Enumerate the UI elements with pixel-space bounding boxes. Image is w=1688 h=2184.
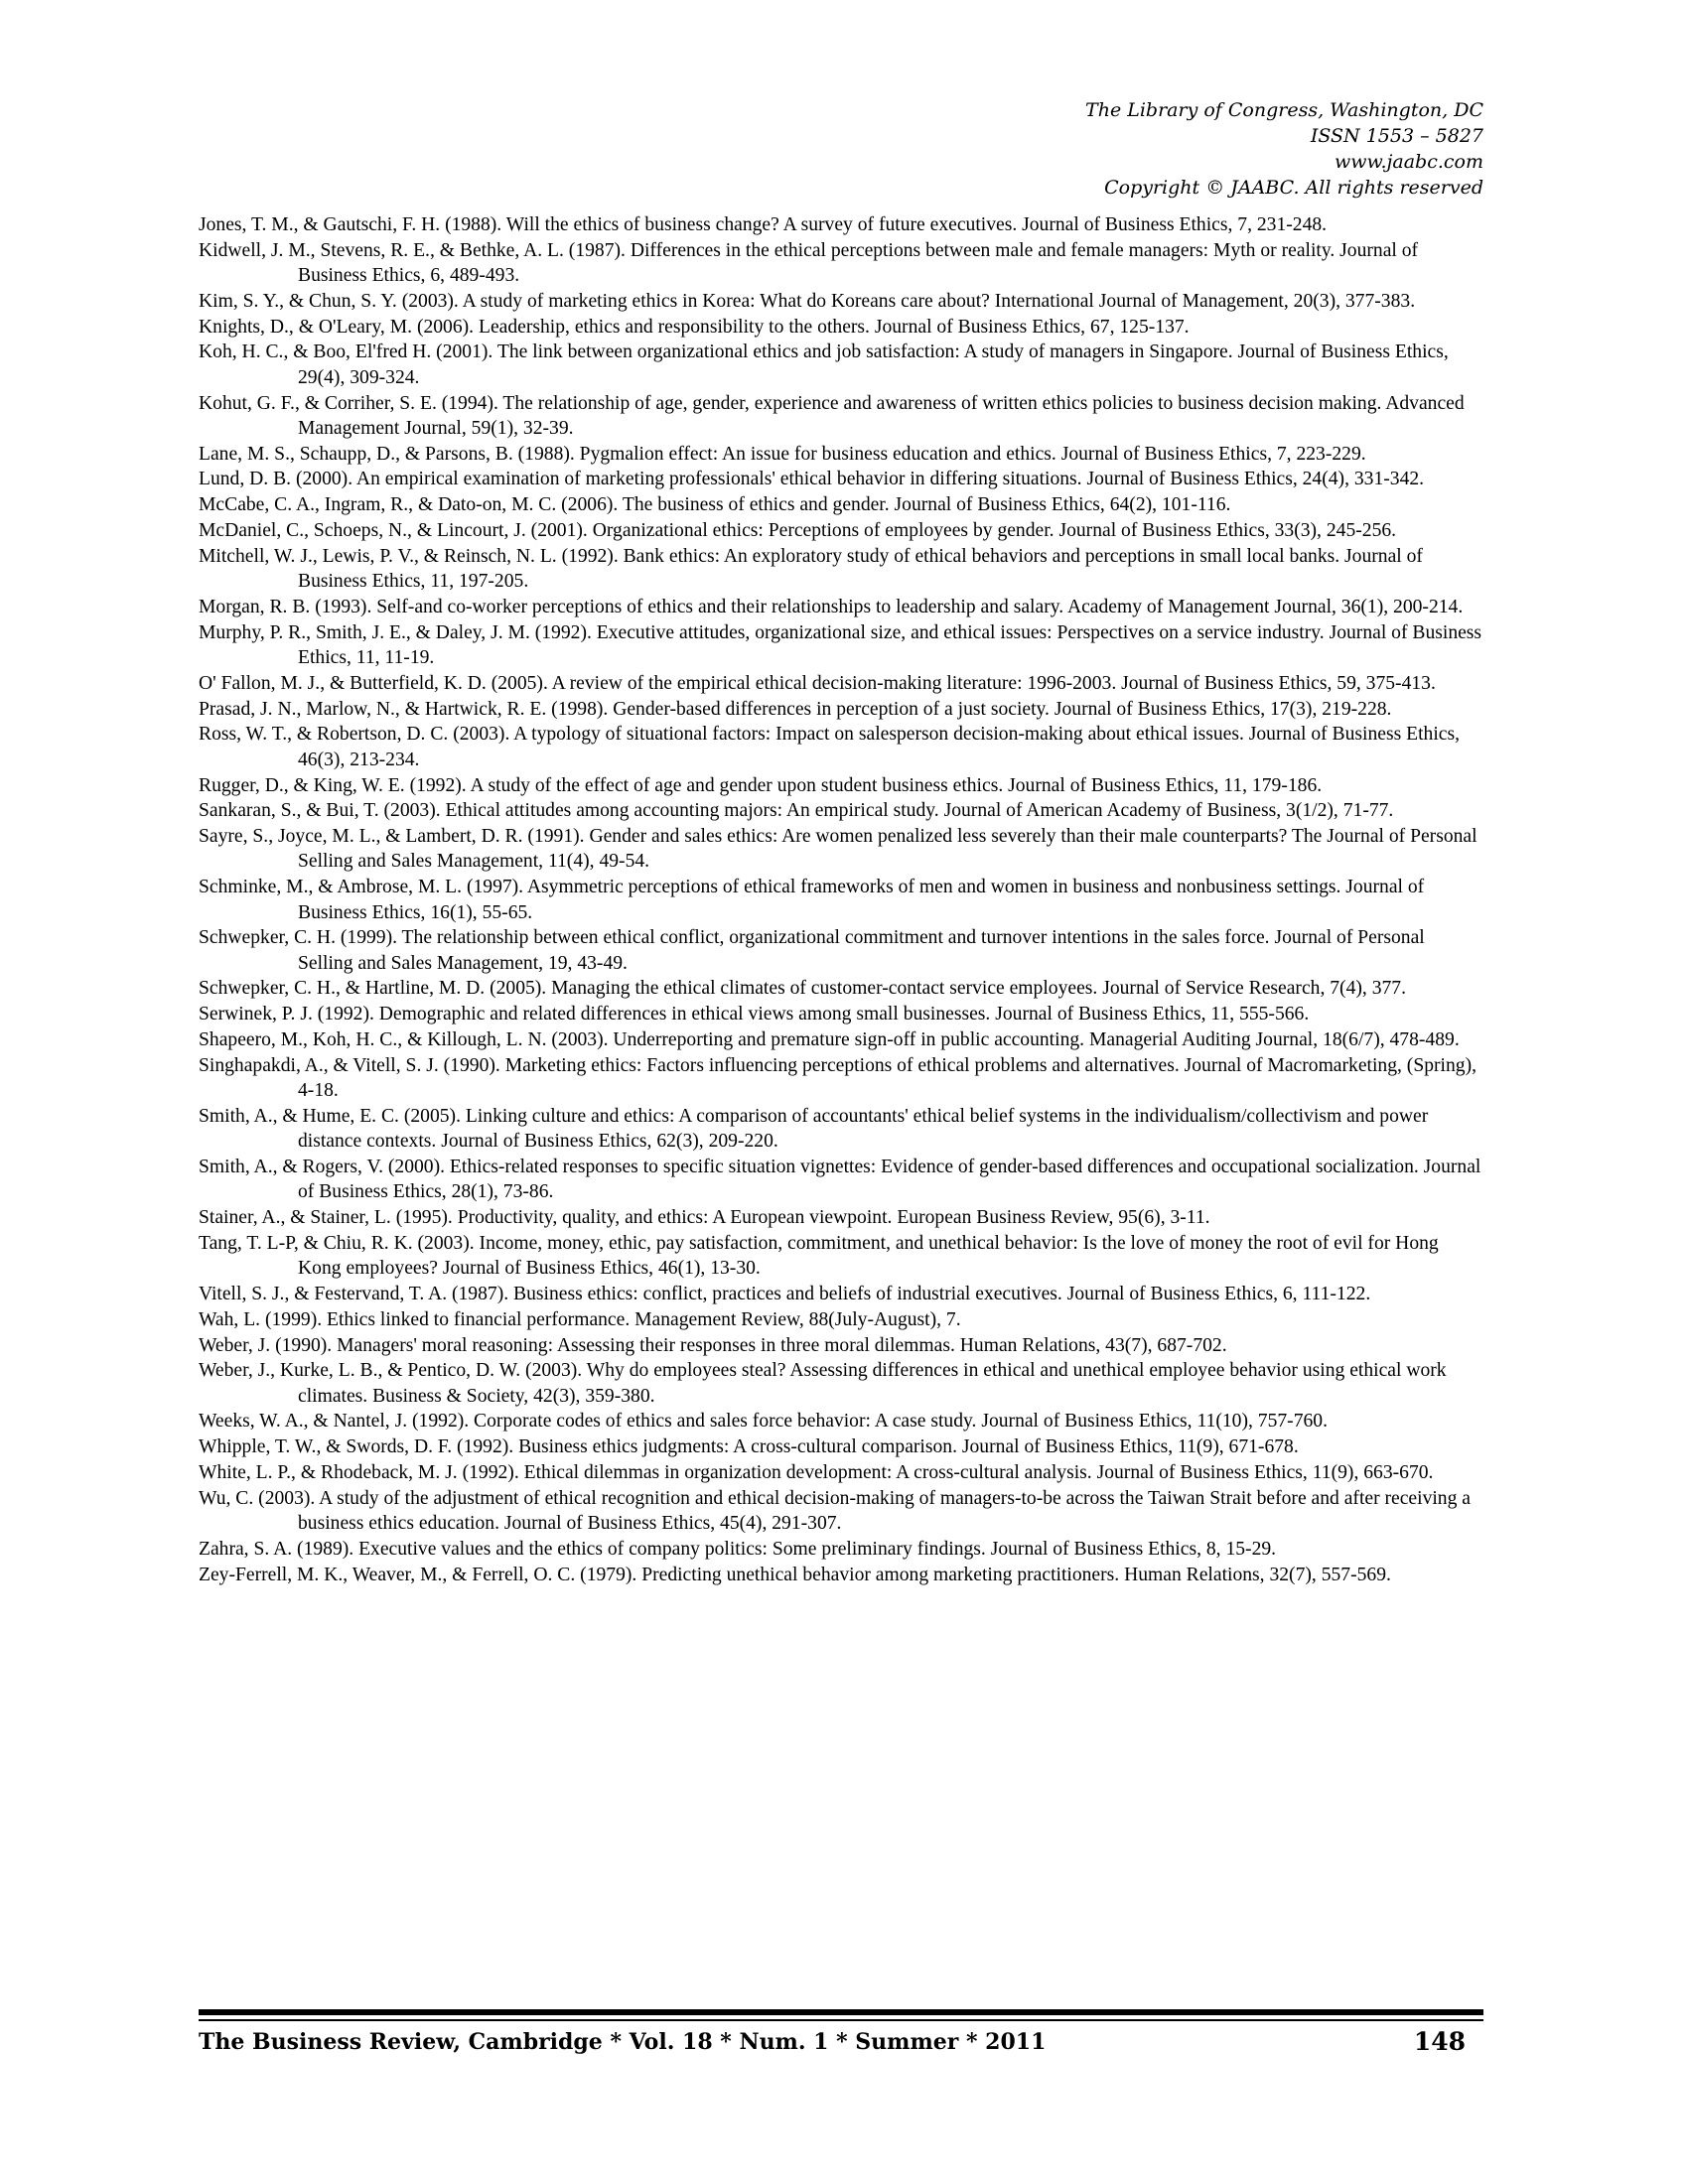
reference-entry: Wu, C. (2003). A study of the adjustment of ethical recognition and ethical decision-making of managers-to-be across the Taiwan Strait before and after receiving a business ethics education. Journal of Business Ethics, 45(4), 291-307.: [199, 1487, 1471, 1535]
page-number: 148: [1413, 2027, 1466, 2056]
reference-entry: McDaniel, C., Schoeps, N., & Lincourt, J. (2001). Organizational ethics: Perceptions of employees by gender. Journal of Business Ethics, 33(3), 245-256.: [199, 520, 1397, 542]
footer-rule-thick: [199, 2009, 1483, 2015]
footer-journal-info: The Business Review, Cambridge * Vol. 18 * Num. 1 * Summer * 2011: [199, 2029, 1047, 2055]
reference-entry: Shapeero, M., Koh, H. C., & Killough, L. N. (2003). Underreporting and premature sign-off in public accounting. Managerial Auditing Journal, 18(6/7), 478-489.: [199, 1029, 1460, 1050]
reference-entry: Lund, D. B. (2000). An empirical examination of marketing professionals' ethical behavior in differing situations. Journal of Business Ethics, 24(4), 331-342.: [199, 469, 1425, 490]
reference-entry: Morgan, R. B. (1993). Self-and co-worker perceptions of ethics and their relationships to leadership and salary. Academy of Management Journal, 36(1), 200-214.: [199, 596, 1464, 617]
reference-entry: Tang, T. L-P, & Chiu, R. K. (2003). Income, money, ethic, pay satisfaction, commitment, and unethical behavior: Is the love of money the root of evil for Hong Kong employees? Journal of Business Ethics, 46(1), 13-30.: [199, 1232, 1439, 1280]
reference-entry: Kidwell, J. M., Stevens, R. E., & Bethke, A. L. (1987). Differences in the ethical perceptions between male and female managers: Myth or reality. Journal of Business Ethics, 6, 489-493.: [199, 239, 1419, 287]
page-header: [788, 97, 1483, 201]
reference-entry: Weber, J. (1990). Managers' moral reasoning: Assessing their responses in three moral dilemmas. Human Relations, 43(7), 687-702.: [199, 1334, 1227, 1356]
reference-entry: Singhapakdi, A., & Vitell, S. J. (1990). Marketing ethics: Factors influencing perceptions of ethical problems and alternatives. Journal of Macromarketing, (Spring), 4-18.: [199, 1054, 1477, 1102]
reference-entry: Mitchell, W. J., Lewis, P. V., & Reinsch, N. L. (1992). Bank ethics: An exploratory study of ethical behaviors and perceptions in small local banks. Journal of Business Ethics, 11, 197-205.: [199, 545, 1423, 593]
reference-entry: Zahra, S. A. (1989). Executive values and the ethics of company politics: Some preliminary findings. Journal of Business Ethics, 8, 15-29.: [199, 1538, 1277, 1560]
reference-entry: Schwepker, C. H., & Hartline, M. D. (2005). Managing the ethical climates of customer-contact service employees. Journal of Service Research, 7(4), 377.: [199, 978, 1406, 1000]
reference-entry: Stainer, A., & Stainer, L. (1995). Productivity, quality, and ethics: A European viewpoint. European Business Review, 95(6), 3-11.: [199, 1207, 1210, 1229]
reference-entry: Ross, W. T., & Robertson, D. C. (2003). A typology of situational factors: Impact on salesperson decision-making about ethical issues. Journal of Business Ethics, 46(3), 213-234.: [199, 724, 1460, 770]
header-line-issn: ISSN 1553 – 5827: [1310, 125, 1483, 147]
reference-entry: O' Fallon, M. J., & Butterfield, K. D. (2005). A review of the empirical ethical decision-making literature: 1996-2003. Journal of Business Ethics, 59, 375-413.: [199, 672, 1436, 694]
header-line-copyright: Copyright © JAABC. All rights reserved: [1104, 177, 1483, 199]
reference-entry: Weeks, W. A., & Nantel, J. (1992). Corporate codes of ethics and sales force behavior: A case study. Journal of Business Ethics, 11(10), 757-760.: [199, 1411, 1328, 1433]
reference-list: [199, 212, 1483, 1588]
reference-entry: Sankaran, S., & Bui, T. (2003). Ethical attitudes among accounting majors: An empirical study. Journal of American Academy of Business, 3(1/2), 71-77.: [199, 800, 1394, 822]
reference-entry: Kim, S. Y., & Chun, S. Y. (2003). A study of marketing ethics in Korea: What do Koreans care about? International Journal of Management, 20(3), 377-383.: [199, 290, 1416, 312]
footer-rule-thin: [199, 2019, 1483, 2021]
reference-entry: Schminke, M., & Ambrose, M. L. (1997). Asymmetric perceptions of ethical frameworks of men and women in business and nonbusiness settings. Journal of Business Ethics, 16(1), 55-65.: [199, 877, 1425, 923]
header-line-website: www.jaabc.com: [1334, 151, 1483, 173]
reference-entry: Kohut, G. F., & Corriher, S. E. (1994). The relationship of age, gender, experience and awareness of written ethics policies to business decision making. Advanced Management Journal, 59(1), 32-39.: [199, 392, 1465, 439]
reference-entry: White, L. P., & Rhodeback, M. J. (1992). Ethical dilemmas in organization development: A cross-cultural analysis. Journal of Business Ethics, 11(9), 663-670.: [199, 1462, 1434, 1484]
reference-entry: Whipple, T. W., & Swords, D. F. (1992). Business ethics judgments: A cross-cultural comparison. Journal of Business Ethics, 11(9), 671-678.: [199, 1436, 1299, 1458]
reference-entry: Lane, M. S., Schaupp, D., & Parsons, B. (1988). Pygmalion effect: An issue for business education and ethics. Journal of Business Ethics, 7, 223-229.: [199, 443, 1366, 465]
reference-entry: Zey-Ferrell, M. K., Weaver, M., & Ferrell, O. C. (1979). Predicting unethical behavior among marketing practitioners. Human Relations, 32(7), 557-569.: [199, 1564, 1391, 1585]
reference-entry: Smith, A., & Rogers, V. (2000). Ethics-related responses to specific situation vignettes: Evidence of gender-based differences and occupational socialization. Journal of Business Ethics, 28(1), 73-86.: [199, 1156, 1481, 1203]
reference-entry: Murphy, P. R., Smith, J. E., & Daley, J. M. (1992). Executive attitudes, organizational size, and ethical issues: Perspectives on a service industry. Journal of Business Ethics, 11, 11-19.: [199, 621, 1482, 669]
reference-entry: Schwepker, C. H. (1999). The relationship between ethical conflict, organizational commitment and turnover intentions in the sales force. Journal of Personal Selling and Sales Management, 19, 43-49.: [199, 927, 1425, 974]
reference-entry: Weber, J., Kurke, L. B., & Pentico, D. W. (2003). Why do employees steal? Assessing differences in ethical and unethical employee behavior using ethical work climates. Business & Society, 42(3), 359-380.: [199, 1360, 1447, 1407]
reference-entry: Koh, H. C., & Boo, El'fred H. (2001). The link between organizational ethics and job satisfaction: A study of managers in Singapore. Journal of Business Ethics, 29(4), 309-324.: [199, 341, 1449, 388]
reference-entry: Smith, A., & Hume, E. C. (2005). Linking culture and ethics: A comparison of accountants' ethical belief systems in the individualism/collectivism and power distance contexts. Journal of Business Ethics, 62(3), 209-220.: [199, 1105, 1429, 1153]
reference-entry: Rugger, D., & King, W. E. (1992). A study of the effect of age and gender upon student business ethics. Journal of Business Ethics, 11, 179-186.: [199, 774, 1323, 796]
header-line-library: The Library of Congress, Washington, DC: [1085, 99, 1483, 121]
reference-entry: Prasad, J. N., Marlow, N., & Hartwick, R. E. (1998). Gender-based differences in perception of a just society. Journal of Business Ethics, 17(3), 219-228.: [199, 698, 1392, 720]
reference-entry: McCabe, C. A., Ingram, R., & Dato-on, M. C. (2006). The business of ethics and gender. Journal of Business Ethics, 64(2), 101-116.: [199, 494, 1231, 516]
reference-entry: Wah, L. (1999). Ethics linked to financial performance. Management Review, 88(July-August), 7.: [199, 1308, 961, 1330]
reference-entry: Serwinek, P. J. (1992). Demographic and related differences in ethical views among small businesses. Journal of Business Ethics, 11, 555-566.: [199, 1004, 1310, 1025]
reference-entry: Knights, D., & O'Leary, M. (2006). Leadership, ethics and responsibility to the others. Journal of Business Ethics, 67, 125-137.: [199, 316, 1190, 338]
reference-entry: Vitell, S. J., & Festervand, T. A. (1987). Business ethics: conflict, practices and beliefs of industrial executives. Journal of Business Ethics, 6, 111-122.: [199, 1283, 1371, 1304]
reference-entry: Jones, T. M., & Gautschi, F. H. (1988). Will the ethics of business change? A survey of future executives. Journal of Business Ethics, 7, 231-248.: [199, 214, 1328, 235]
reference-entry: Sayre, S., Joyce, M. L., & Lambert, D. R. (1991). Gender and sales ethics: Are women penalized less severely than their male counterparts? The Journal of Personal Selling and Sales Management, 11(4), 49-54.: [199, 826, 1477, 873]
